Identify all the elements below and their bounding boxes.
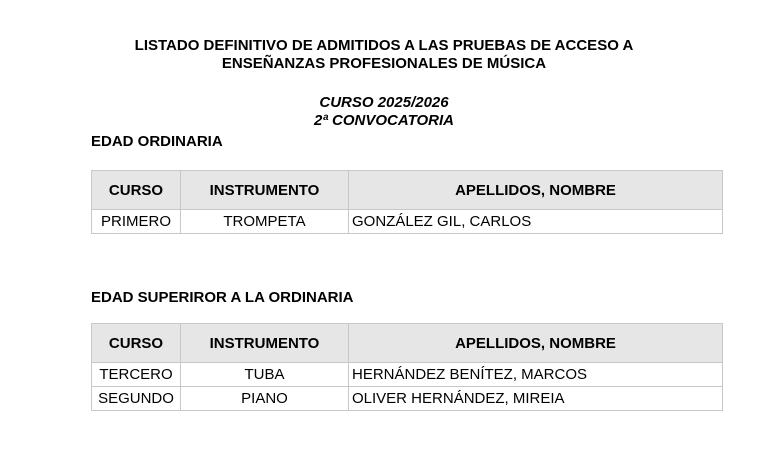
column-header-curso: CURSO [92,324,181,363]
cell-instrumento: TUBA [181,363,349,387]
cell-curso: SEGUNDO [92,387,181,411]
cell-instrumento: PIANO [181,387,349,411]
table-header-row [92,324,723,363]
cell-apellidos-nombre: HERNÁNDEZ BENÍTEZ, MARCOS [349,363,723,387]
cell-instrumento: TROMPETA [181,210,349,234]
call-number: 2ª CONVOCATORIA [313,112,454,129]
document-title [0,37,768,73]
table-row [92,387,723,411]
document-title-line-2: ENSEÑANZAS PROFESIONALES DE MÚSICA [221,55,547,72]
section-heading-ordinary-age: EDAD ORDINARIA [91,133,223,150]
column-header-apellidos-nombre: APELLIDOS, NOMBRE [349,324,723,363]
cell-curso: TERCERO [92,363,181,387]
admitted-table-ordinary-age [91,170,723,234]
course-info [0,94,768,130]
cell-apellidos-nombre: GONZÁLEZ GIL, CARLOS [349,210,723,234]
table-row [92,363,723,387]
document-title-line-1: LISTADO DEFINITIVO DE ADMITIDOS A LAS PRUEBAS DE ACCESO A [134,37,634,54]
admitted-table-above-ordinary-age [91,323,723,411]
course-year: CURSO 2025/2026 [319,94,449,111]
column-header-apellidos-nombre: APELLIDOS, NOMBRE [349,171,723,210]
column-header-instrumento: INSTRUMENTO [181,171,349,210]
table-header-row [92,171,723,210]
column-header-instrumento: INSTRUMENTO [181,324,349,363]
cell-curso: PRIMERO [92,210,181,234]
cell-apellidos-nombre: OLIVER HERNÁNDEZ, MIREIA [349,387,723,411]
table-row [92,210,723,234]
section-heading-above-ordinary-age: EDAD SUPERIROR A LA ORDINARIA [91,289,354,306]
column-header-curso: CURSO [92,171,181,210]
